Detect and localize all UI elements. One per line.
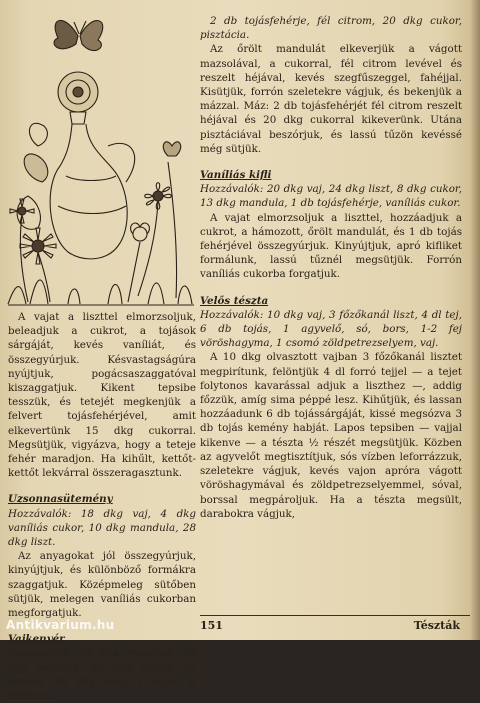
recipe-ingredients-vanilias-kifli: Hozzávalók: 20 dkg vaj, 24 dkg liszt, 8 dkg cukor, 13 dkg mandula, 1 db tojásfehérje, vaníliás cukor. — [200, 183, 462, 210]
page-number: 151 — [200, 619, 223, 632]
recipe-title-velos-teszta: Velős tészta — [200, 294, 269, 307]
continued-ingredients: 2 db tojásfehérje, fél citrom, 20 dkg cukor, pisztácia. — [200, 15, 462, 42]
left-column — [8, 0, 196, 703]
recipe-text-vanilias-kifli: A vajat elmorzsoljuk a liszttel, hozzáadjuk a cukrot, a hámozott, őrölt mandulát, és 1 db tojás fehérjével összegyúrjuk. Kinyújtjuk, apró kifliket formálunk, lassú tűznél megsütjük. Forrón vaníliás cukorba forgatjuk. — [200, 211, 462, 281]
section-title: Tészták — [413, 619, 460, 632]
recipe-title-vajkenyer: Vajkenyér — [8, 633, 65, 646]
page-footer — [200, 615, 470, 634]
watermark: Antikvarium.hu — [6, 618, 115, 632]
recipe-title-uzsonnasutemeny: Uzsonnasütemény — [8, 493, 113, 506]
page-edge-shadow — [470, 0, 480, 640]
recipe-title-vanilias-kifli: Vaníliás kifli — [200, 169, 272, 182]
recipe-text-uzsonnasutemeny: Az anyagokat jól összegyúrjuk, kinyújtjuk, és különböző formákra szaggatjuk. Középmeleg sütőben sütjük, melegen vaníliás cukorban megforgatjuk. — [8, 550, 196, 620]
right-column — [200, 0, 462, 521]
recipe-ingredients-uzsonnasutemeny: Hozzávalók: 18 dkg vaj, 4 dkg vaníliás cukor, 10 dkg mandula, 28 dkg liszt. — [8, 507, 196, 549]
continued-text-vajkenyer: Az őrölt mandulát elkeverjük a vágott mazsolával, a cukorral, fél citrom levével és reszelt héjával, kevés szegfűszeggel, fahéjjal. Kisütjük, forrón szeletekre vágjuk, és bekenjük a mázzal. Máz: 2 db tojásfehérjét fél citrom reszelt héjával és 20 dkg cukorral kikeverünk. Utána pisztáciával beszórjuk, és lassú tűzön kevéssé még sütjük. — [200, 43, 462, 155]
recipe-text-velos-teszta: A 10 dkg olvasztott vajban 3 főzőkanál lisztet megpirítunk, felöntjük 4 dl forró tejjel — a tejet folytonos kavarással adjuk a liszthez —, addig főzzük, amíg sima péppé lesz. Kihűtjük, és lassan hozzáadunk 6 db tojássárgáját, kissé megsózva 3 db tojás kemény habját. Lapos tepsiben — vajjal kikenve — a tészta ½ részét megsütjük. Közben az agyvelőt megtisztítjuk, sós vízben leforrázzuk, szeletekre vágjuk, kevés vajon apróra vágott vöröshagymával és zöldpetrezselyemmel, sóval, borssal megpároljuk. Ha a tészta megsült, darabokra vágjuk, — [200, 351, 462, 520]
recipe-ingredients-vajkenyer: Hozzávalók: 28 dkg mandula, 28 dkg mazsola, 28 dkg cukor, fél citrom, 10 dkg liszt, 1 tojás, a mázhoz: — [8, 647, 196, 703]
recipe-ingredients-velos-teszta: Hozzávalók: 10 dkg vaj, 3 főzőkanál liszt, 4 dl tej, 6 db tojás, 1 agyvelő, só, bors, 1-2 fej vöröshagyma, 1 csomó zöldpetrezselyem, vaj. — [200, 308, 462, 350]
intro-paragraph: A vajat a liszttel elmorzsoljuk, beleadjuk a cukrot, a tojások sárgáját, kevés vaníliát, és összegyúrjuk. Késvastagságúra nyújtjuk, pogácsaszaggatóval kiszaggatjuk. Kikent tepsibe tesszük, és tetejét megkenjük a felvert tojásfehérjével, amit elkevertünk 15 dkg cukorral. Megsütjük, vigyázva, hogy a teteje fehér maradjon. Ha kihűlt, kettőt-kettőt lekvárral összeragasztunk. — [8, 311, 196, 480]
